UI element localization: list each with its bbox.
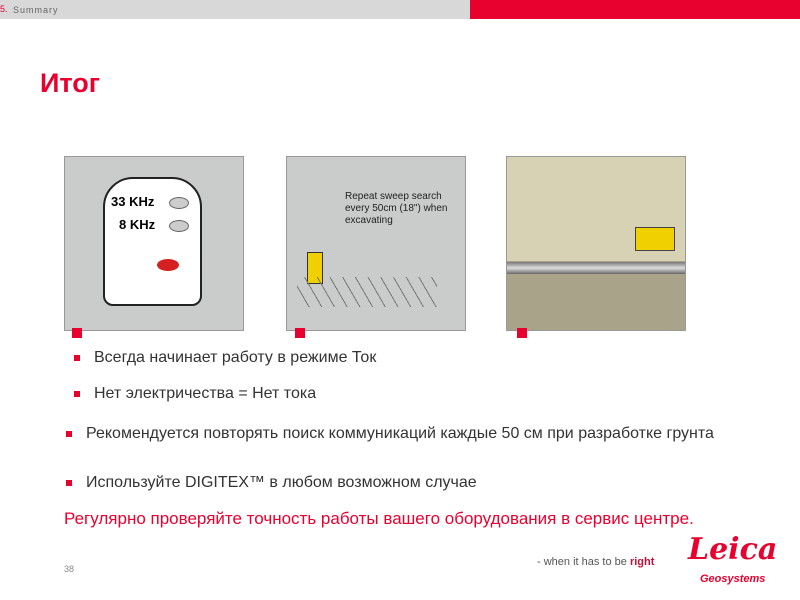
section-title: Summary: [13, 5, 59, 15]
panel-receiver: [64, 156, 244, 331]
transmitter-icon: [635, 227, 675, 251]
page-title: Итог: [40, 68, 101, 98]
bullet-item: Рекомендуется повторять поиск коммуникаций каждые 50 см при разработке грунта: [66, 423, 748, 445]
receiver-device: [103, 177, 202, 306]
section-number: 5.: [0, 4, 8, 14]
indicator-light-icon: [169, 220, 189, 232]
indicator-light-icon: [169, 197, 189, 209]
panel-sweep: [286, 156, 466, 331]
page-number: 38: [64, 564, 75, 574]
bullet-item: Используйте DIGITEX™ в любом возможном случае: [66, 474, 477, 492]
marker: [72, 328, 82, 338]
freq-label-33: 33 KHz: [111, 194, 155, 209]
marker: [295, 328, 305, 338]
bullet-item: Всегда начинает работу в режиме Ток: [74, 349, 376, 367]
slogan: [537, 556, 654, 568]
red-led-icon: [157, 259, 179, 271]
note: [64, 508, 754, 530]
marker: [517, 328, 527, 338]
panel-clamp: [506, 156, 686, 331]
slogan-emphasis: right: [629, 556, 655, 568]
header-bar: [0, 0, 470, 19]
pipe: [507, 262, 685, 274]
leica-logo-sub: Geosystems: [700, 573, 766, 585]
sweep-caption: Repeat sweep search every 50cm (18") when excavating: [345, 191, 448, 226]
freq-label-8: 8 KHz: [119, 217, 156, 232]
bullet-item: Нет электричества = Нет тока: [74, 385, 316, 403]
slogan-prefix: - when it has to be: [537, 556, 627, 568]
leica-logo: Leica: [688, 532, 778, 567]
note-text: Регулярно проверяйте точность работы вашего оборудования в сервис центре.: [64, 509, 694, 528]
header-accent-bar: [470, 0, 800, 19]
sweep-grid: [297, 277, 437, 307]
